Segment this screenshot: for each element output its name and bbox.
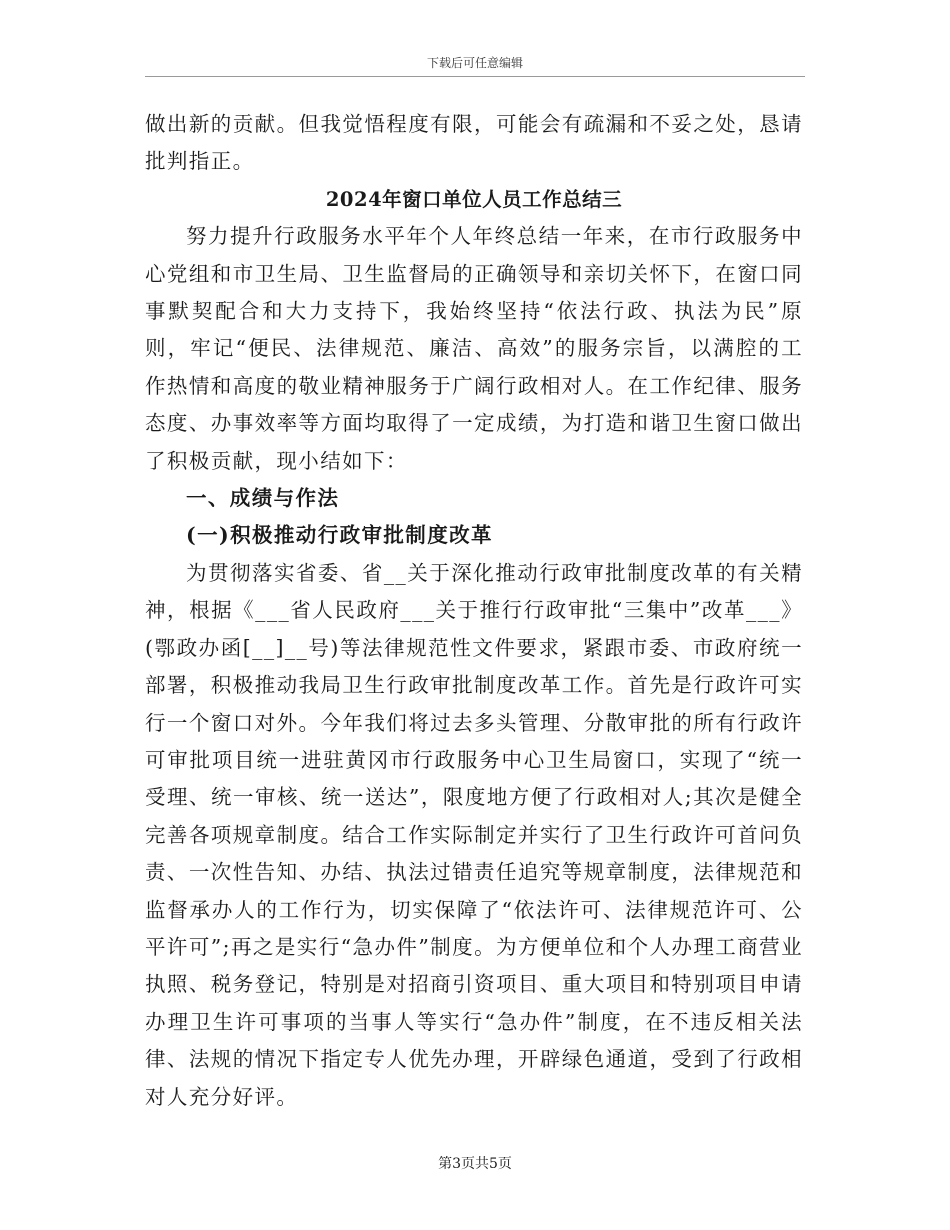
page-number: 第3页共5页 [438,1156,512,1172]
subsection-heading: (一)积极推动行政审批制度改革 [186,523,493,548]
intro-paragraph: 努力提升行政服务水平年个人年终总结一年来，在市行政服务中心党组和市卫生局、卫生监督局的正确领导和亲切关怀下，在窗口同事默契配合和大力支持下，我始终坚持“依法行政、执法为民”原则，牢记“便民、法律规范、廉洁、高效”的服务宗旨，以满腔的工作热情和高度的敬业精神服务于广阔行政相对人。在工作纪律、服务态度、办事效率等方面均取得了一定成绩，为打造和谐卫生窗口做出了积极贡献，现小结如下： [145,224,803,473]
document-body [145,106,803,1116]
section-heading: 一、成绩与作法 [186,486,340,511]
body-paragraph: 为贯彻落实省委、省__关于深化推动行政审批制度改革的有关精神，根据《___省人民政府___关于推行行政审批“三集中”改革___》(鄂政办函[__]__号)等法律规范性文件要求，紧跟市委、市政府统一部署，积极推动我局卫生行政审批制度改革工作。首先是行政许可实行一个窗口对外。今年我们将过去多头管理、分散审批的所有行政许可审批项目统一进驻黄冈市行政服务中心卫生局窗口，实现了“统一受理、统一审核、统一送达”，限度地方便了行政相对人;其次是健全完善各项规章制度。结合工作实际制定并实行了卫生行政许可首问负责、一次性告知、办结、执法过错责任追究等规章制度，法律规范和监督承办人的工作行为，切实保障了“依法许可、法律规范许可、公平许可”;再之是实行“急办件”制度。为方便单位和个人办理工商营业执照、税务登记，特别是对招商引资项目、重大项目和特别项目申请办理卫生许可事项的当事人等实行“急办件”制度，在不违反相关法律、法规的情况下指定专人优先办理，开辟绿色通道，受到了行政相对人充分好评。 [145,560,803,1109]
continuation-paragraph: 做出新的贡献。但我觉悟程度有限，可能会有疏漏和不妥之处，恳请批判指正。 [145,112,803,174]
document-title: 2024年窗口单位人员工作总结三 [325,187,623,211]
header-divider [145,76,805,77]
header-note: 下载后可任意编辑 [426,56,523,70]
